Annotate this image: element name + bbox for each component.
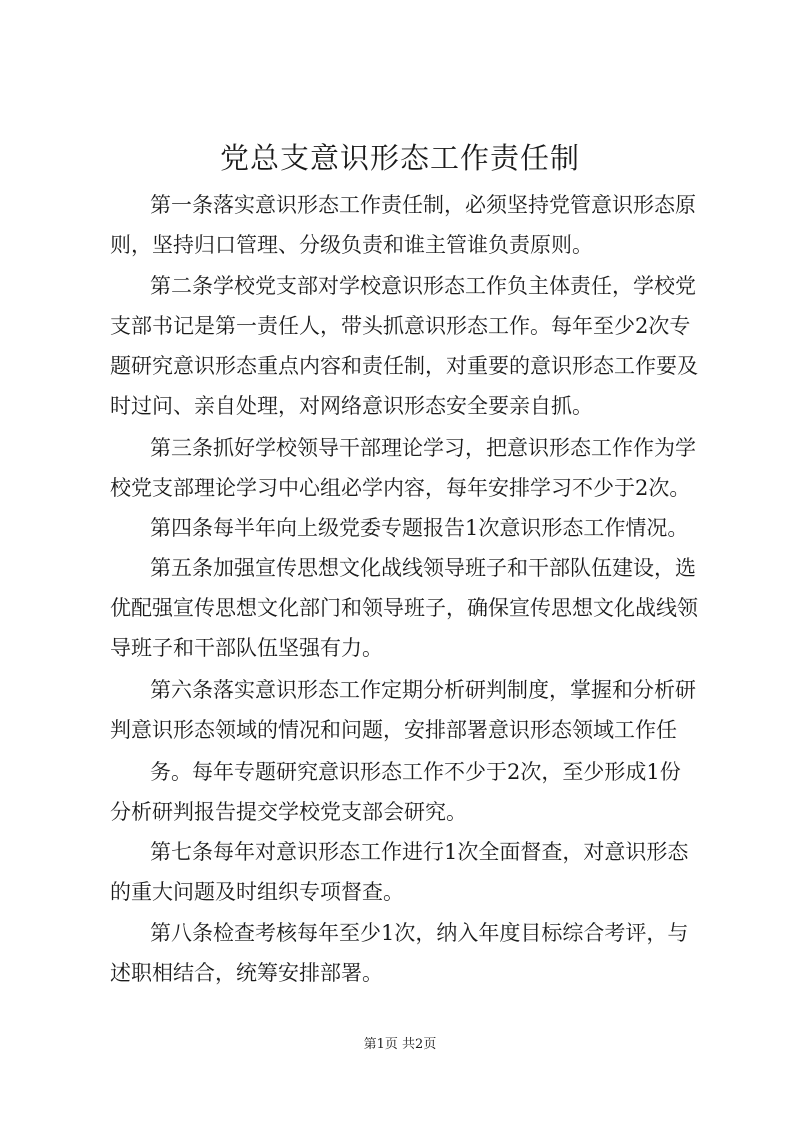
- text-line: 题研究意识形态重点内容和责任制，对重要的意识形态工作要及: [110, 354, 698, 378]
- text-line: 导班子和干部队伍坚强有力。: [110, 636, 383, 660]
- text-line: 述职相结合，统筹安排部署。: [110, 961, 383, 985]
- text-line: 第八条检查考核每年至少1次，纳入年度目标综合考评，与: [150, 921, 689, 945]
- text-line: 时过问、亲自处理，对网络意识形态安全要亲自抓。: [110, 394, 593, 418]
- page-footer: 第1页 共2页: [363, 1037, 437, 1052]
- text-line: 的重大问题及时组织专项督查。: [110, 880, 404, 904]
- text-line: 第六条落实意识形态工作定期分析研判制度，掌握和分析研: [150, 678, 696, 702]
- text-line: 第三条抓好学校领导干部理论学习，把意识形态工作作为学: [150, 436, 696, 460]
- text-line: 支部书记是第一责任人，带头抓意识形态工作。每年至少2次专: [110, 314, 691, 338]
- text-line: 务。每年专题研究意识形态工作不少于2次，至少形成1份: [150, 760, 681, 784]
- text-line: 校党支部理论学习中心组必学内容，每年安排学习不少于2次。: [110, 476, 691, 500]
- text-line: 则，坚持归口管理、分级负责和谁主管谁负责原则。: [110, 233, 593, 257]
- text-line: 第二条学校党支部对学校意识形态工作负主体责任，学校党: [150, 274, 696, 298]
- document-title: 党总支意识形态工作责任制: [219, 141, 580, 175]
- text-line: 第七条每年对意识形态工作进行1次全面督查，对意识形态: [150, 840, 689, 864]
- text-line: 第四条每半年向上级党委专题报告1次意识形态工作情况。: [150, 516, 689, 540]
- text-line: 分析研判报告提交学校党支部会研究。: [110, 800, 467, 824]
- text-line: 第五条加强宣传思想文化战线领导班子和干部队伍建设，选: [150, 556, 696, 580]
- text-line: 优配强宣传思想文化部门和领导班子，确保宣传思想文化战线领: [110, 596, 698, 620]
- text-line: 判意识形态领域的情况和问题，安排部署意识形态领域工作任: [110, 718, 677, 742]
- text-line: 第一条落实意识形态工作责任制，必须坚持党管意识形态原: [150, 193, 696, 217]
